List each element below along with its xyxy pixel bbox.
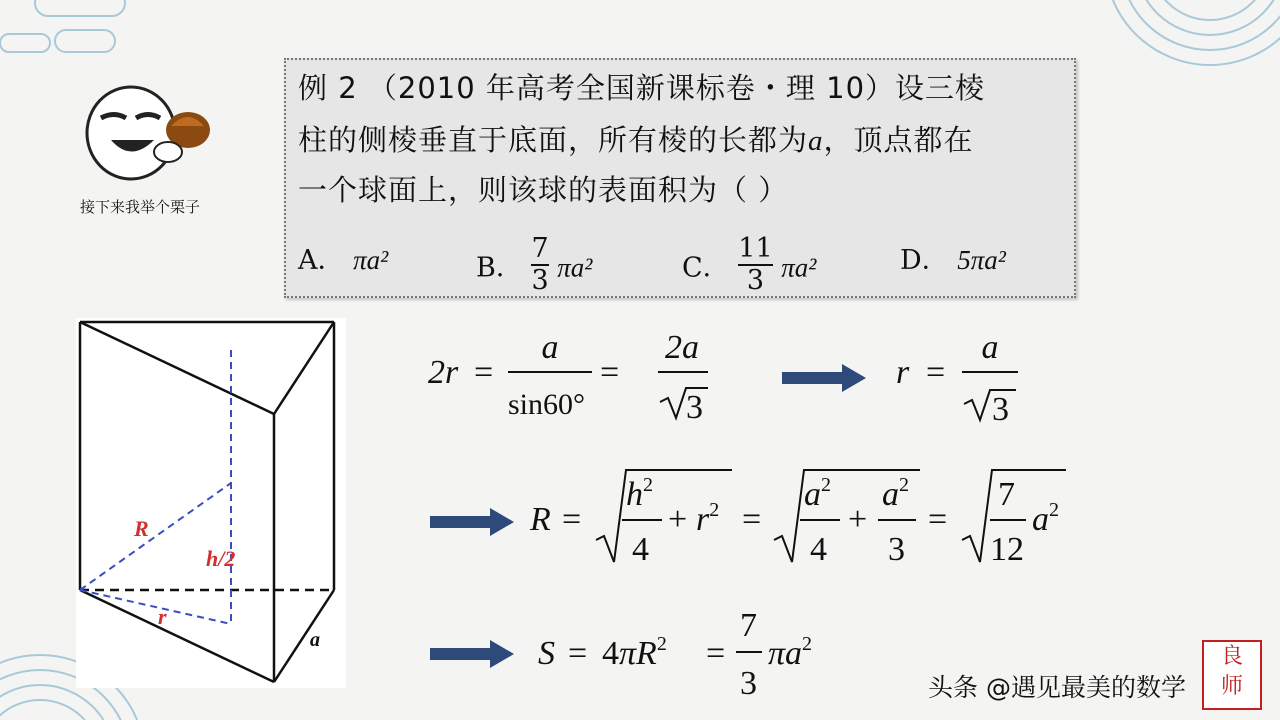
svg-text:a: a [541, 329, 559, 366]
problem-line-3: 一个球面上，则该球的表面积为（ ） [298, 173, 789, 207]
option-b-den: 3 [531, 265, 549, 296]
option-c-label: C． [682, 252, 730, 284]
svg-text:r: r [896, 354, 910, 391]
svg-text:3: 3 [992, 391, 1009, 428]
label-h-half: h/2 [206, 546, 236, 571]
formula-small-r [428, 329, 708, 426]
svg-text:a2: $a^2$ [1032, 499, 1059, 538]
meme-caption: 接下来我举个栗子 [80, 198, 201, 216]
svg-text:=: = [928, 501, 948, 538]
svg-text:12: 12 [990, 531, 1024, 568]
label-R: R [134, 516, 149, 541]
option-d-label: D． [900, 245, 949, 276]
option-d-expr: 5πa² [957, 245, 1006, 275]
svg-text:2r: 2r [428, 354, 459, 391]
svg-text:a: a [981, 329, 999, 366]
svg-text:=: = [706, 635, 726, 672]
svg-text:3: 3 [686, 389, 703, 426]
svg-text:=: = [926, 354, 946, 391]
svg-text:=: = [562, 501, 582, 538]
svg-text:=: = [474, 354, 494, 391]
option-c-num: 11 [738, 233, 773, 264]
option-b-num: 7 [531, 233, 549, 264]
problem-line-2-var: a [808, 125, 824, 157]
svg-text:4: 4 [810, 531, 827, 568]
arrow-icon-1 [782, 364, 866, 392]
option-b-expr: πa² [557, 252, 593, 283]
svg-text:=: = [568, 635, 588, 672]
arrow-icon-2 [430, 508, 514, 536]
svg-text:a2: $a^2$ [882, 474, 909, 513]
label-r: r [158, 604, 167, 629]
svg-text:S: S [538, 635, 555, 672]
svg-text:4: 4 [632, 531, 649, 568]
option-a-label: A． [298, 245, 345, 276]
svg-text:r2: $r^2$ [696, 499, 720, 538]
svg-text:=: = [742, 501, 762, 538]
svg-text:R: R [530, 501, 551, 538]
svg-text:+: + [848, 501, 868, 538]
svg-text:πa2: $\pi a^2$ [768, 633, 813, 672]
svg-text:3: 3 [888, 531, 905, 568]
label-a: a [310, 629, 320, 651]
svg-text:h2: $h^2$ [626, 474, 653, 513]
seal-icon: 良 师 [1202, 640, 1262, 710]
option-c-den: 3 [746, 265, 765, 296]
svg-text:+: + [668, 501, 688, 538]
svg-text:=: = [600, 354, 620, 391]
formula-big-R [529, 470, 1066, 568]
svg-text:3: 3 [740, 665, 757, 702]
svg-text:7: 7 [740, 607, 757, 644]
option-b-label: B． [476, 252, 523, 284]
problem-line-1: 例 2 （2010 年高考全国新课标卷・理 10）设三棱 [298, 71, 986, 105]
formula-surface-area [538, 607, 812, 702]
problem-line-2-tail: ，顶点都在 [823, 123, 974, 157]
svg-text:4πR2: $4\pi R^2$ [602, 633, 667, 672]
option-c-expr: πa² [781, 252, 817, 283]
footer-watermark: 头条 @遇见最美的数学 [928, 673, 1186, 702]
arrow-icon-3 [430, 640, 514, 668]
svg-text:2a: 2a [665, 329, 699, 366]
option-a-expr: πa² [353, 245, 389, 275]
svg-text:7: 7 [998, 476, 1015, 513]
problem-line-2-text: 柱的侧棱垂直于底面，所有棱的长都为 [298, 123, 809, 157]
svg-text:a2: $a^2$ [804, 474, 831, 513]
formula-r-result [896, 329, 1018, 428]
svg-text:sin60°: sin60° [508, 388, 586, 421]
